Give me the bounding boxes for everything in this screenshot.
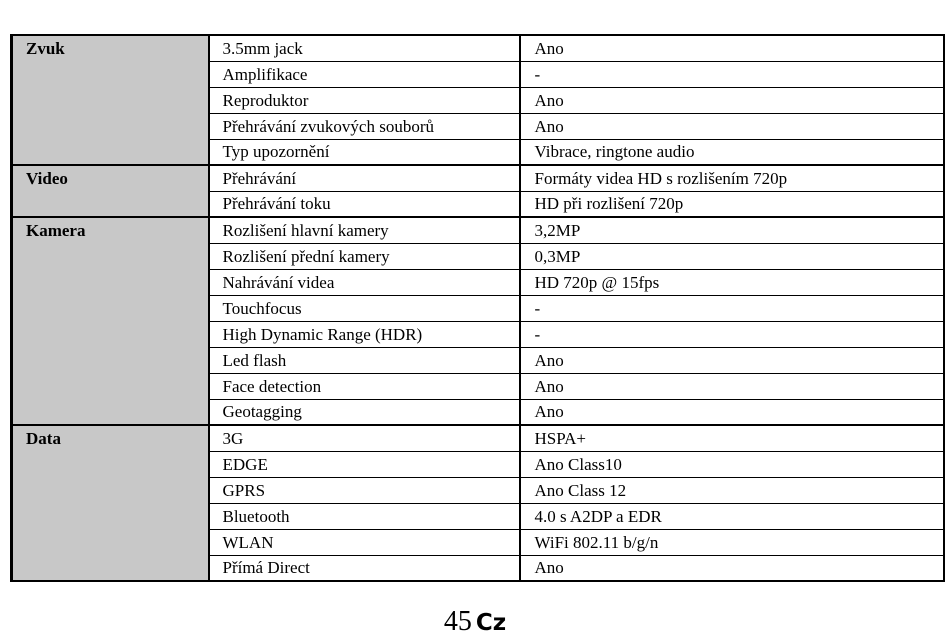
feature-cell: Rozlišení hlavní kamery (209, 217, 520, 243)
feature-cell: WLAN (209, 529, 520, 555)
feature-cell: Typ upozornění (209, 139, 520, 165)
page-number: 45 (443, 606, 472, 637)
value-cell: Ano (520, 87, 944, 113)
value-cell: HD při rozlišení 720p (520, 191, 944, 217)
value-cell: Ano (520, 399, 944, 425)
spec-row (12, 165, 944, 191)
value-cell: 3,2MP (520, 217, 944, 243)
spec-row (12, 217, 944, 243)
feature-cell: Nahrávání videa (209, 269, 520, 295)
value-cell: Formáty videa HD s rozlišením 720p (520, 165, 944, 191)
value-cell: 0,3MP (520, 243, 944, 269)
feature-cell: 3.5mm jack (209, 35, 520, 61)
feature-cell: Led flash (209, 347, 520, 373)
value-cell: Ano (520, 373, 944, 399)
value-cell: Ano (520, 555, 944, 581)
feature-cell: Face detection (209, 373, 520, 399)
feature-cell: Geotagging (209, 399, 520, 425)
value-cell: Ano (520, 113, 944, 139)
value-cell: HSPA+ (520, 425, 944, 451)
value-cell: Ano (520, 347, 944, 373)
feature-cell: Přehrávání zvukových souborů (209, 113, 520, 139)
feature-cell: Bluetooth (209, 503, 520, 529)
value-cell: - (520, 321, 944, 347)
feature-cell: Amplifikace (209, 61, 520, 87)
value-cell: Ano (520, 35, 944, 61)
value-cell: - (520, 61, 944, 87)
category-cell: Video (12, 165, 209, 217)
feature-cell: Přehrávání toku (209, 191, 520, 217)
value-cell: WiFi 802.11 b/g/n (520, 529, 944, 555)
feature-cell: GPRS (209, 477, 520, 503)
spec-row (12, 35, 944, 61)
feature-cell: 3G (209, 425, 520, 451)
value-cell: Vibrace, ringtone audio (520, 139, 944, 165)
feature-cell: High Dynamic Range (HDR) (209, 321, 520, 347)
spec-table (10, 34, 945, 582)
feature-cell: Přímá Direct (209, 555, 520, 581)
page-footer (0, 606, 950, 639)
feature-cell: Rozlišení přední kamery (209, 243, 520, 269)
feature-cell: Přehrávání (209, 165, 520, 191)
value-cell: Ano Class 12 (520, 477, 944, 503)
category-cell: Zvuk (12, 35, 209, 165)
spec-row (12, 425, 944, 451)
feature-cell: Reproduktor (209, 87, 520, 113)
value-cell: - (520, 295, 944, 321)
value-cell: HD 720p @ 15fps (520, 269, 944, 295)
category-cell: Data (12, 425, 209, 581)
feature-cell: Touchfocus (209, 295, 520, 321)
feature-cell: EDGE (209, 451, 520, 477)
category-cell: Kamera (12, 217, 209, 425)
value-cell: 4.0 s A2DP a EDR (520, 503, 944, 529)
value-cell: Ano Class10 (520, 451, 944, 477)
language-code: Cz (475, 610, 507, 636)
